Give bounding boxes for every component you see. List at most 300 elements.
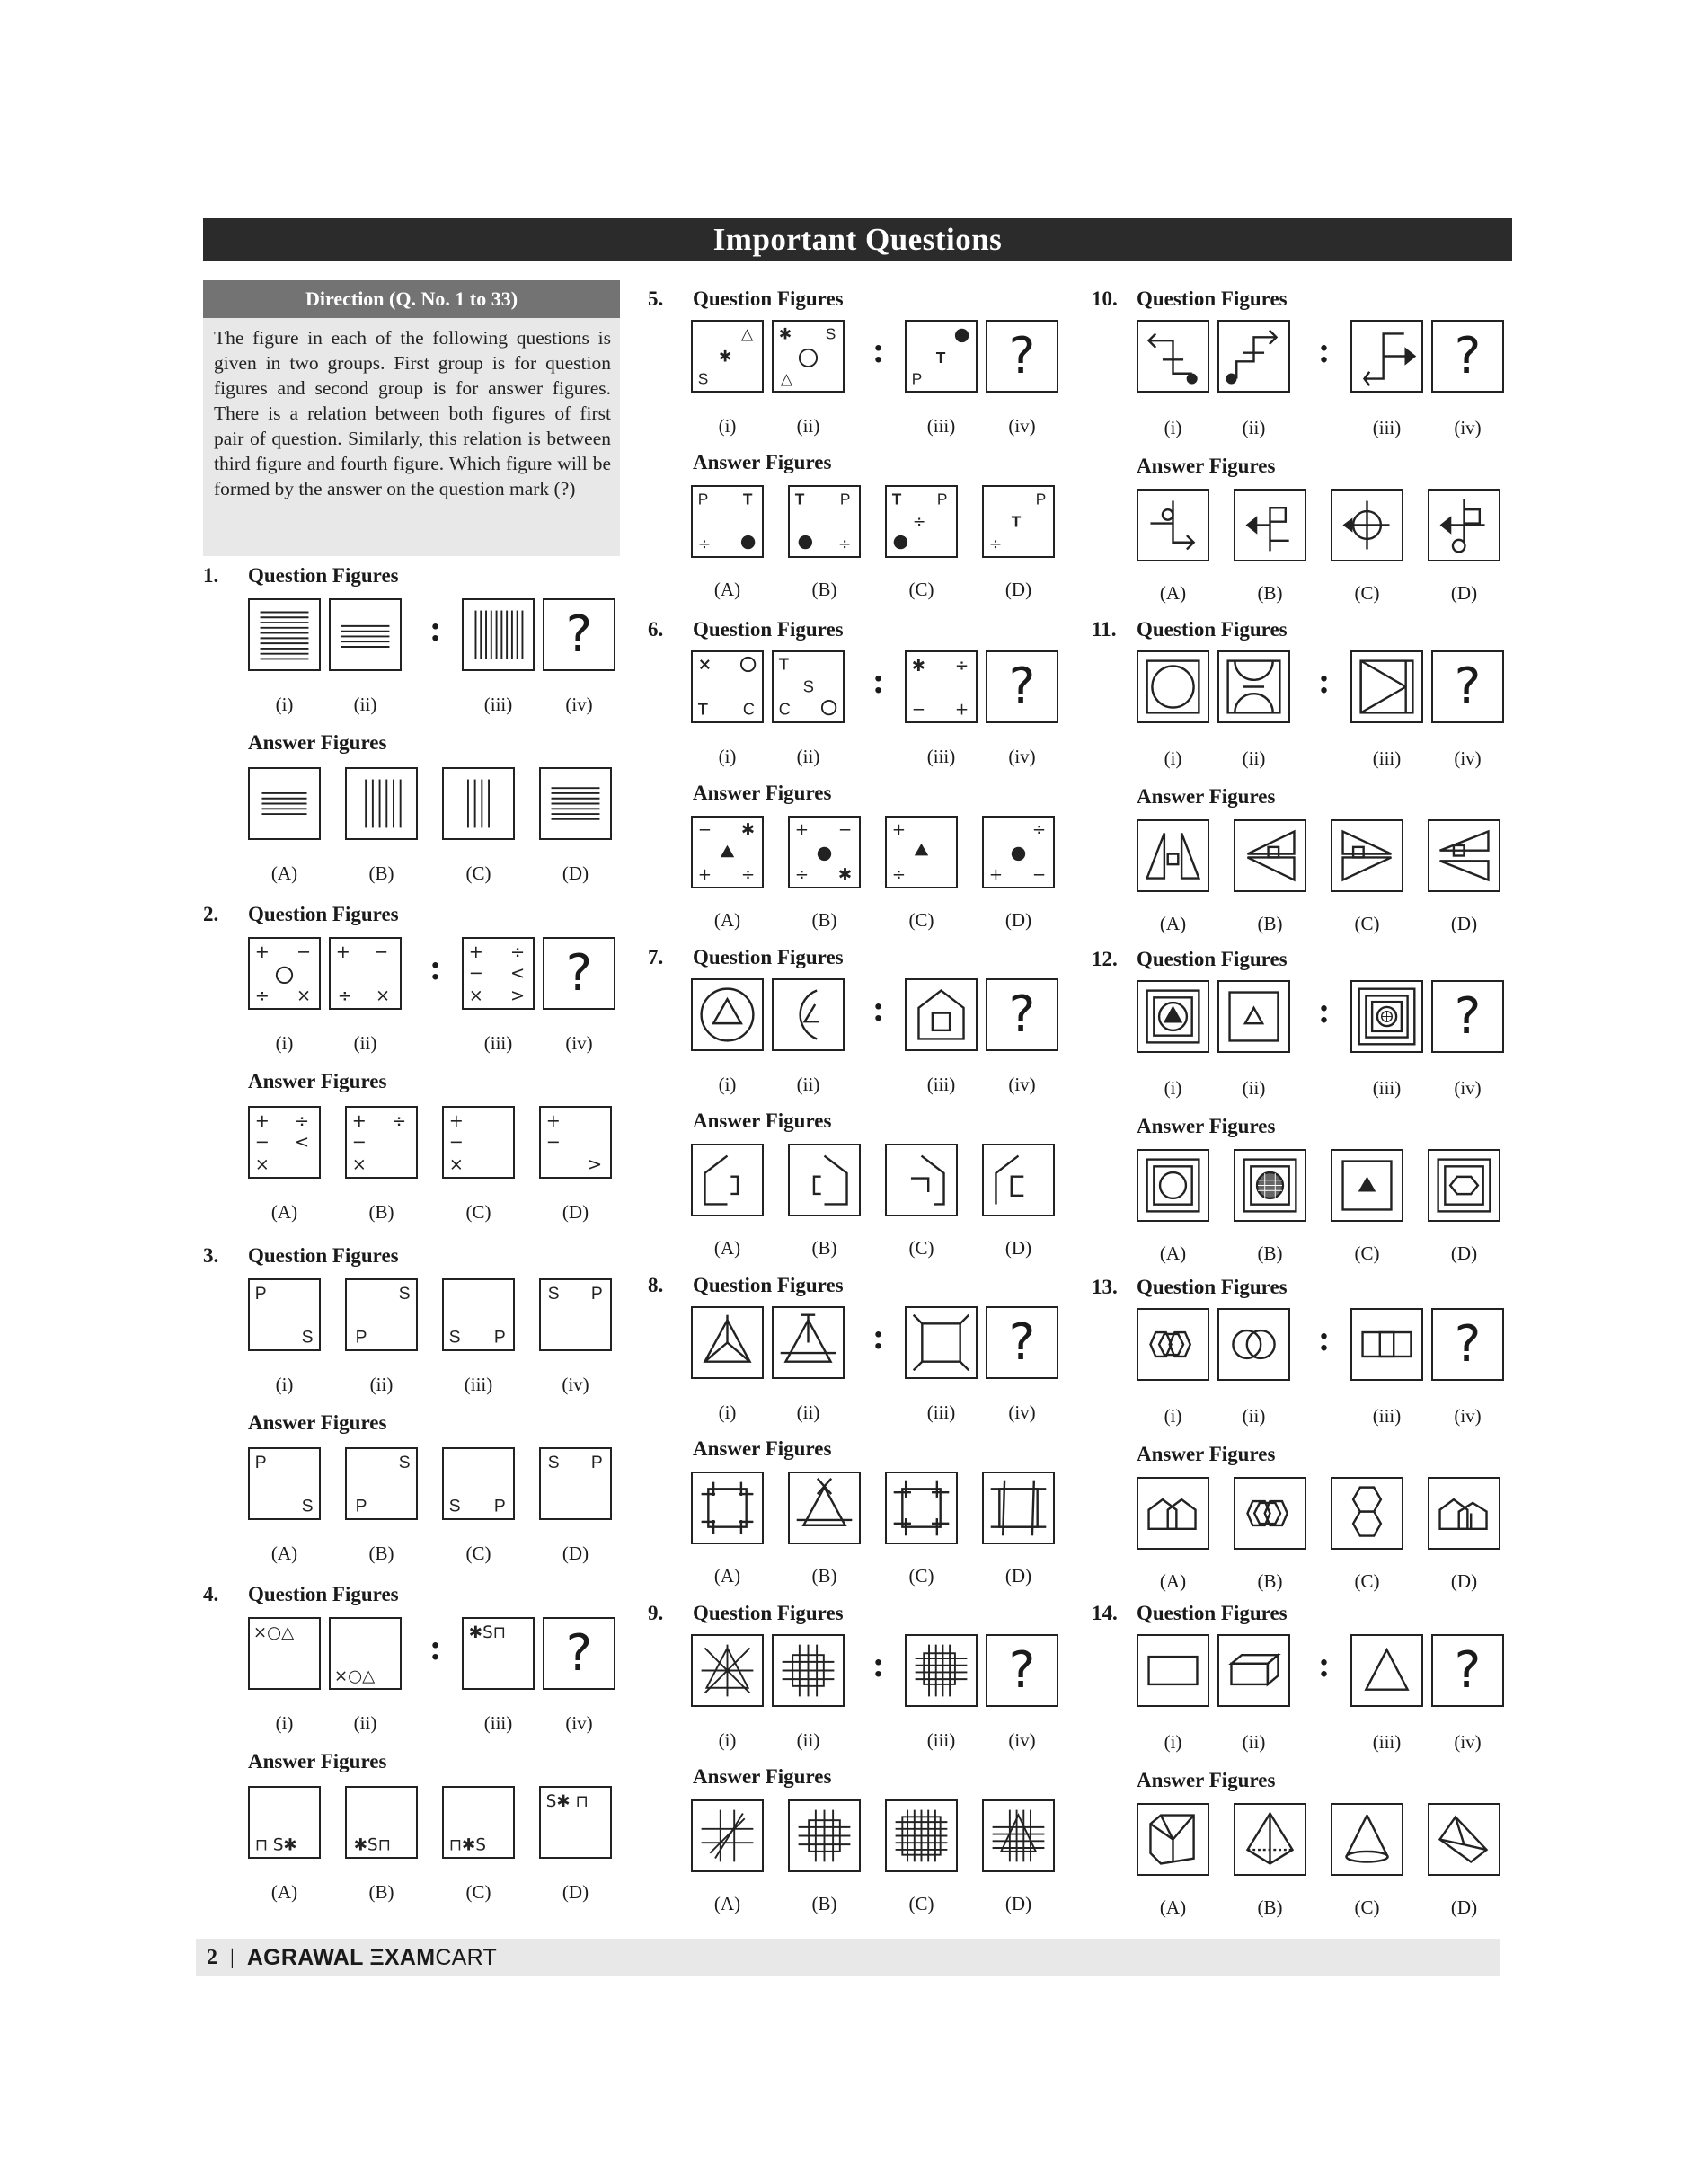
label-b: (B) (1257, 913, 1283, 934)
answer-figures-title: Answer Figures (248, 1411, 387, 1434)
svg-text:÷: ÷ (697, 535, 712, 554)
label-i: (i) (718, 415, 737, 437)
question-number: 2. (203, 903, 219, 925)
svg-text:✱S⊓: ✱S⊓ (353, 1835, 391, 1855)
label-iv: (iv) (565, 694, 593, 715)
svg-text:×: × (351, 1154, 367, 1175)
label-c: (C) (465, 1543, 491, 1564)
answer-b[interactable] (788, 485, 861, 558)
svg-text:✱: ✱ (911, 657, 926, 676)
answer-figures-title: Answer Figures (248, 731, 387, 754)
times-sign: × (468, 985, 483, 1006)
label-d: (D) (562, 1201, 589, 1223)
qfig-i (691, 1306, 764, 1379)
question-mark-figure: ? (986, 650, 1058, 723)
answer-d[interactable] (982, 816, 1055, 888)
svg-text:✱S⊓: ✱S⊓ (468, 1623, 506, 1643)
brand-logo (247, 1945, 497, 1971)
svg-text:×: × (448, 1154, 464, 1175)
answer-b[interactable] (788, 1144, 861, 1216)
svg-text:−: − (911, 700, 926, 720)
colon: : (429, 608, 442, 649)
label-ii: (ii) (796, 1401, 820, 1423)
question-figures-title: Question Figures (1137, 618, 1288, 641)
label-i: (i) (275, 1712, 294, 1734)
svg-text:÷: ÷ (295, 1110, 310, 1132)
svg-text:÷: ÷ (794, 865, 810, 885)
answer-figures-title: Answer Figures (248, 1750, 387, 1772)
times-sign: × (376, 985, 391, 1006)
label-b: (B) (811, 579, 837, 600)
answer-a[interactable] (691, 816, 764, 888)
qfig-iii (905, 1306, 978, 1379)
label-iv: (iv) (565, 1712, 593, 1734)
question-mark-figure: ? (1431, 980, 1504, 1053)
svg-text:P: P (590, 1285, 603, 1304)
label-d: (D) (1004, 579, 1032, 600)
colon: : (1318, 330, 1331, 370)
label-iii: (iii) (1372, 1077, 1402, 1099)
footer-separator: | (230, 1945, 235, 1969)
question-number: 7. (648, 946, 664, 968)
answer-d[interactable] (982, 1144, 1055, 1216)
label-iii: (iii) (926, 1401, 956, 1423)
answer-a[interactable] (1137, 1803, 1209, 1876)
answer-c[interactable] (442, 1786, 515, 1859)
answer-b[interactable] (788, 1799, 861, 1872)
label-a: (A) (713, 579, 741, 600)
label-c: (C) (1354, 913, 1380, 934)
svg-text:T: T (794, 490, 805, 508)
answer-d[interactable] (1428, 819, 1500, 892)
label-d: (D) (1004, 1893, 1032, 1914)
label-d: (D) (1004, 1237, 1032, 1259)
label-a: (A) (270, 1881, 298, 1903)
question-number: 3. (203, 1244, 219, 1267)
qfig-ii (1217, 320, 1290, 393)
answer-b[interactable] (1234, 489, 1306, 561)
svg-text:S: S (547, 1285, 560, 1304)
label-iv: (iv) (1008, 415, 1036, 437)
answer-a[interactable] (691, 1472, 764, 1544)
minus-sign: − (374, 941, 389, 963)
label-iii: (iii) (483, 1712, 513, 1734)
colon: : (1318, 660, 1331, 701)
qfig-iii (1350, 320, 1423, 393)
question-mark-figure: ? (543, 598, 615, 671)
label-d: (D) (1450, 1570, 1478, 1592)
label-i: (i) (1164, 1731, 1182, 1753)
svg-text:÷: ÷ (891, 865, 907, 885)
svg-text:✱: ✱ (778, 325, 792, 344)
svg-text:T: T (1011, 512, 1022, 531)
label-ii: (ii) (1242, 1731, 1266, 1753)
question-mark-figure: ? (1431, 650, 1504, 723)
answer-a[interactable] (248, 1447, 321, 1520)
svg-text:S: S (547, 1454, 560, 1473)
answer-a[interactable] (248, 767, 321, 840)
question-number: 10. (1092, 287, 1118, 310)
answer-figures-title: Answer Figures (693, 1765, 832, 1788)
qfig-ii (1217, 980, 1290, 1053)
label-c: (C) (908, 1237, 934, 1259)
answer-c[interactable] (442, 767, 515, 840)
svg-text:+: + (954, 700, 969, 720)
qfig-ii (772, 650, 845, 723)
answer-c[interactable] (885, 1472, 958, 1544)
answer-d[interactable] (539, 1786, 612, 1859)
qfig-ii (329, 937, 402, 1010)
label-ii: (ii) (796, 415, 820, 437)
qfig-i (691, 978, 764, 1051)
lt-sign: < (509, 962, 526, 984)
label-d: (D) (562, 862, 589, 884)
answer-d[interactable] (1428, 1477, 1500, 1550)
label-iv: (iv) (1008, 746, 1036, 767)
label-iv: (iv) (1454, 417, 1482, 438)
label-ii: (ii) (353, 694, 377, 715)
answer-figures-title: Answer Figures (693, 782, 832, 804)
label-iii: (iii) (1372, 417, 1402, 438)
answer-d[interactable] (539, 1106, 612, 1179)
svg-text:>: > (587, 1154, 603, 1175)
brand-light: CART (435, 1944, 498, 1970)
question-mark-figure: ? (986, 1634, 1058, 1707)
label-i: (i) (275, 694, 294, 715)
svg-text:÷: ÷ (988, 535, 1003, 554)
page-number: 2 (207, 1945, 217, 1969)
answer-b[interactable] (345, 1447, 418, 1520)
answer-c[interactable] (885, 485, 958, 558)
answer-d[interactable] (539, 767, 612, 840)
label-b: (B) (368, 862, 394, 884)
answer-b[interactable] (345, 1106, 418, 1179)
label-iii: (iii) (926, 415, 956, 437)
qfig-ii (329, 598, 402, 671)
svg-text:⊓ S✱: ⊓ S✱ (254, 1835, 297, 1855)
question-number: 13. (1092, 1276, 1118, 1298)
qfig-iii (905, 978, 978, 1051)
label-a: (A) (713, 1565, 741, 1587)
question-figures-title: Question Figures (693, 946, 844, 968)
svg-text:S: S (448, 1497, 461, 1516)
svg-text:P: P (936, 490, 948, 508)
colon: : (1318, 1318, 1331, 1358)
answer-d[interactable] (1428, 489, 1500, 561)
label-i: (i) (718, 746, 737, 767)
svg-text:−: − (351, 1131, 367, 1153)
colon: : (872, 988, 885, 1029)
svg-text:−: − (697, 820, 712, 840)
question-figures-title: Question Figures (248, 564, 399, 587)
label-ii: (ii) (353, 1032, 377, 1054)
label-iv: (iv) (1008, 1401, 1036, 1423)
answer-c[interactable] (1331, 1149, 1403, 1222)
direction-box (203, 280, 620, 556)
svg-text:+: + (891, 820, 907, 840)
question-number: 4. (203, 1583, 219, 1605)
label-b: (B) (811, 1893, 837, 1914)
label-a: (A) (1159, 1570, 1187, 1592)
question-mark-figure: ? (1431, 320, 1504, 393)
qfig-ii (1217, 1634, 1290, 1707)
answer-b[interactable] (1234, 1803, 1306, 1876)
question-figures-title: Question Figures (693, 287, 844, 310)
label-a: (A) (1159, 582, 1187, 604)
qfig-iii (905, 650, 978, 723)
label-iv: (iv) (1454, 1077, 1482, 1099)
question-mark-figure: ? (543, 937, 615, 1010)
svg-text:P: P (1035, 490, 1047, 508)
qfig-i (1137, 1308, 1209, 1381)
answer-c[interactable] (885, 816, 958, 888)
qfig-ii (1217, 650, 1290, 723)
answer-a[interactable] (248, 1106, 321, 1179)
label-c: (C) (1354, 582, 1380, 604)
answer-d[interactable] (982, 485, 1055, 558)
label-iii: (iii) (926, 746, 956, 767)
answer-d[interactable] (1428, 1803, 1500, 1876)
label-ii: (ii) (353, 1712, 377, 1734)
svg-text:−: − (254, 1131, 270, 1153)
label-iii: (iii) (1372, 747, 1402, 769)
question-number: 12. (1092, 948, 1118, 970)
answer-b[interactable] (1234, 819, 1306, 892)
question-figures-title: Question Figures (1137, 1276, 1288, 1298)
svg-text:P: P (493, 1497, 506, 1516)
answer-a[interactable] (1137, 489, 1209, 561)
label-b: (B) (1257, 582, 1283, 604)
qfig-ii (1217, 1308, 1290, 1381)
answer-a[interactable] (1137, 1477, 1209, 1550)
banner-title: Important Questions (712, 222, 1003, 257)
label-ii: (ii) (796, 1074, 820, 1095)
label-c: (C) (908, 1893, 934, 1914)
question-number: 1. (203, 564, 219, 587)
qfig-iii (905, 320, 978, 393)
question-figures-title: Question Figures (1137, 287, 1288, 310)
label-a: (A) (713, 1893, 741, 1914)
svg-text:S: S (802, 676, 814, 696)
label-d: (D) (562, 1881, 589, 1903)
page-banner (203, 218, 1512, 261)
svg-text:P: P (355, 1497, 367, 1516)
svg-text:+: + (988, 865, 1004, 885)
svg-text:÷: ÷ (740, 865, 756, 885)
svg-text:÷: ÷ (912, 513, 926, 532)
answer-d[interactable] (539, 1447, 612, 1520)
qfig-iii (1350, 1308, 1423, 1381)
label-c: (C) (908, 909, 934, 931)
colon: : (1318, 1644, 1331, 1684)
qfig-ii (772, 320, 845, 393)
times-sign: × (296, 985, 312, 1006)
label-b: (B) (1257, 1896, 1283, 1918)
question-figures-title: Question Figures (248, 1583, 399, 1605)
qfig-i (248, 598, 321, 671)
svg-text:÷: ÷ (1031, 820, 1047, 840)
svg-text:✱: ✱ (718, 348, 732, 367)
label-d: (D) (1450, 1242, 1478, 1264)
qfig-i (1137, 650, 1209, 723)
svg-text:<: < (295, 1131, 310, 1153)
label-i: (i) (718, 1074, 737, 1095)
qfig-iii (1350, 1634, 1423, 1707)
label-c: (C) (1354, 1896, 1380, 1918)
label-iii: (iii) (483, 694, 513, 715)
answer-c[interactable] (885, 1799, 958, 1872)
label-iii: (iii) (1372, 1731, 1402, 1753)
label-ii: (ii) (1242, 1077, 1266, 1099)
label-a: (A) (713, 909, 741, 931)
qfig-i (248, 1278, 321, 1351)
svg-text:T: T (891, 490, 902, 508)
svg-text:△: △ (780, 370, 793, 389)
answer-d[interactable] (982, 1799, 1055, 1872)
answer-b[interactable] (345, 1786, 418, 1859)
answer-d[interactable] (982, 1472, 1055, 1544)
qfig-i (1137, 320, 1209, 393)
svg-text:✱: ✱ (837, 865, 853, 885)
qfig-i (248, 1617, 321, 1690)
svg-text:−: − (837, 820, 853, 840)
label-b: (B) (368, 1881, 394, 1903)
label-ii: (ii) (1242, 747, 1266, 769)
label-ii: (ii) (796, 1729, 820, 1751)
answer-c[interactable] (1331, 489, 1403, 561)
label-iv: (iv) (1454, 1405, 1482, 1427)
question-figures-title: Question Figures (1137, 948, 1288, 970)
question-number: 11. (1092, 618, 1117, 641)
svg-text:C: C (742, 699, 756, 719)
answer-d[interactable] (1428, 1149, 1500, 1222)
answer-b[interactable] (788, 816, 861, 888)
svg-text:÷: ÷ (954, 657, 969, 676)
answer-b[interactable] (1234, 1149, 1306, 1222)
answer-a[interactable] (1137, 819, 1209, 892)
answer-b[interactable] (345, 767, 418, 840)
label-iii: (iii) (464, 1374, 493, 1395)
answer-b[interactable] (1234, 1477, 1306, 1550)
label-a: (A) (1159, 1896, 1187, 1918)
answer-figures-title: Answer Figures (1137, 1769, 1276, 1791)
svg-text:S: S (398, 1285, 411, 1304)
svg-text:P: P (697, 490, 709, 508)
label-a: (A) (1159, 913, 1187, 934)
question-figures-title: Question Figures (248, 903, 399, 925)
label-iv: (iv) (565, 1032, 593, 1054)
svg-text:+: + (351, 1110, 367, 1132)
qfig-ii (772, 978, 845, 1051)
svg-text:×: × (254, 1154, 270, 1175)
answer-c[interactable] (1331, 1477, 1403, 1550)
label-a: (A) (270, 1201, 298, 1223)
label-d: (D) (1450, 1896, 1478, 1918)
plus-sign: + (335, 941, 350, 963)
gt-sign: > (509, 985, 526, 1006)
qfig-i (1137, 1634, 1209, 1707)
answer-a[interactable] (691, 1144, 764, 1216)
answer-figures-title: Answer Figures (1137, 785, 1276, 808)
answer-c[interactable] (885, 1144, 958, 1216)
svg-text:S: S (697, 369, 709, 388)
label-b: (B) (811, 1565, 837, 1587)
answer-c[interactable] (1331, 819, 1403, 892)
label-c: (C) (465, 1881, 491, 1903)
label-iv: (iv) (1008, 1729, 1036, 1751)
label-iii: (iii) (1372, 1405, 1402, 1427)
label-c: (C) (465, 1201, 491, 1223)
direction-heading: Direction (Q. No. 1 to 33) (203, 280, 620, 318)
qfig-i (1137, 980, 1209, 1053)
label-d: (D) (562, 1543, 589, 1564)
svg-text:P: P (355, 1328, 367, 1348)
svg-text:P: P (254, 1285, 267, 1304)
colon: : (872, 330, 885, 370)
qfig-ii (772, 1634, 845, 1707)
answer-c[interactable] (442, 1447, 515, 1520)
answer-a[interactable] (1137, 1149, 1209, 1222)
label-d: (D) (1450, 913, 1478, 934)
svg-text:✱: ✱ (740, 820, 756, 840)
qfig-iv (539, 1278, 612, 1351)
label-a: (A) (713, 1237, 741, 1259)
answer-c[interactable] (1331, 1803, 1403, 1876)
svg-text:×○△: ×○△ (252, 1623, 295, 1643)
question-mark-figure: ? (986, 320, 1058, 393)
divide-sign: ÷ (254, 985, 270, 1006)
colon: : (429, 1627, 442, 1667)
label-d: (D) (1450, 582, 1478, 604)
svg-text:T: T (697, 699, 708, 719)
answer-a[interactable] (691, 1799, 764, 1872)
label-c: (C) (465, 862, 491, 884)
answer-a[interactable] (691, 485, 764, 558)
qfig-iii (442, 1278, 515, 1351)
colon: : (872, 1644, 885, 1684)
label-ii: (ii) (796, 746, 820, 767)
qfig-iii (462, 1617, 535, 1690)
answer-c[interactable] (442, 1106, 515, 1179)
qfig-i (691, 320, 764, 393)
minus-sign: − (468, 962, 483, 984)
svg-text:−: − (545, 1131, 561, 1153)
brand-bold: AGRAWAL ΞXAM (246, 1944, 436, 1970)
answer-figures-title: Answer Figures (1137, 1115, 1276, 1137)
answer-b[interactable] (788, 1472, 861, 1544)
qfig-iii (462, 598, 535, 671)
label-iii: (iii) (926, 1729, 956, 1751)
svg-text:P: P (254, 1454, 267, 1473)
label-iv: (iv) (1454, 1731, 1482, 1753)
question-figures-title: Question Figures (248, 1244, 399, 1267)
qfig-iii (1350, 980, 1423, 1053)
question-number: 5. (648, 287, 664, 310)
answer-figures-title: Answer Figures (1137, 455, 1276, 477)
question-figures-title: Question Figures (693, 1274, 844, 1296)
answer-a[interactable] (248, 1786, 321, 1859)
svg-text:S: S (301, 1497, 314, 1516)
svg-text:+: + (697, 865, 712, 885)
question-mark-figure: ? (986, 1306, 1058, 1379)
label-a: (A) (1159, 1242, 1187, 1264)
label-ii: (ii) (1242, 417, 1266, 438)
label-i: (i) (1164, 417, 1182, 438)
plus-sign: + (254, 941, 270, 963)
label-iv: (iv) (1008, 1074, 1036, 1095)
label-iv: (iv) (562, 1374, 589, 1395)
svg-text:+: + (794, 820, 810, 840)
